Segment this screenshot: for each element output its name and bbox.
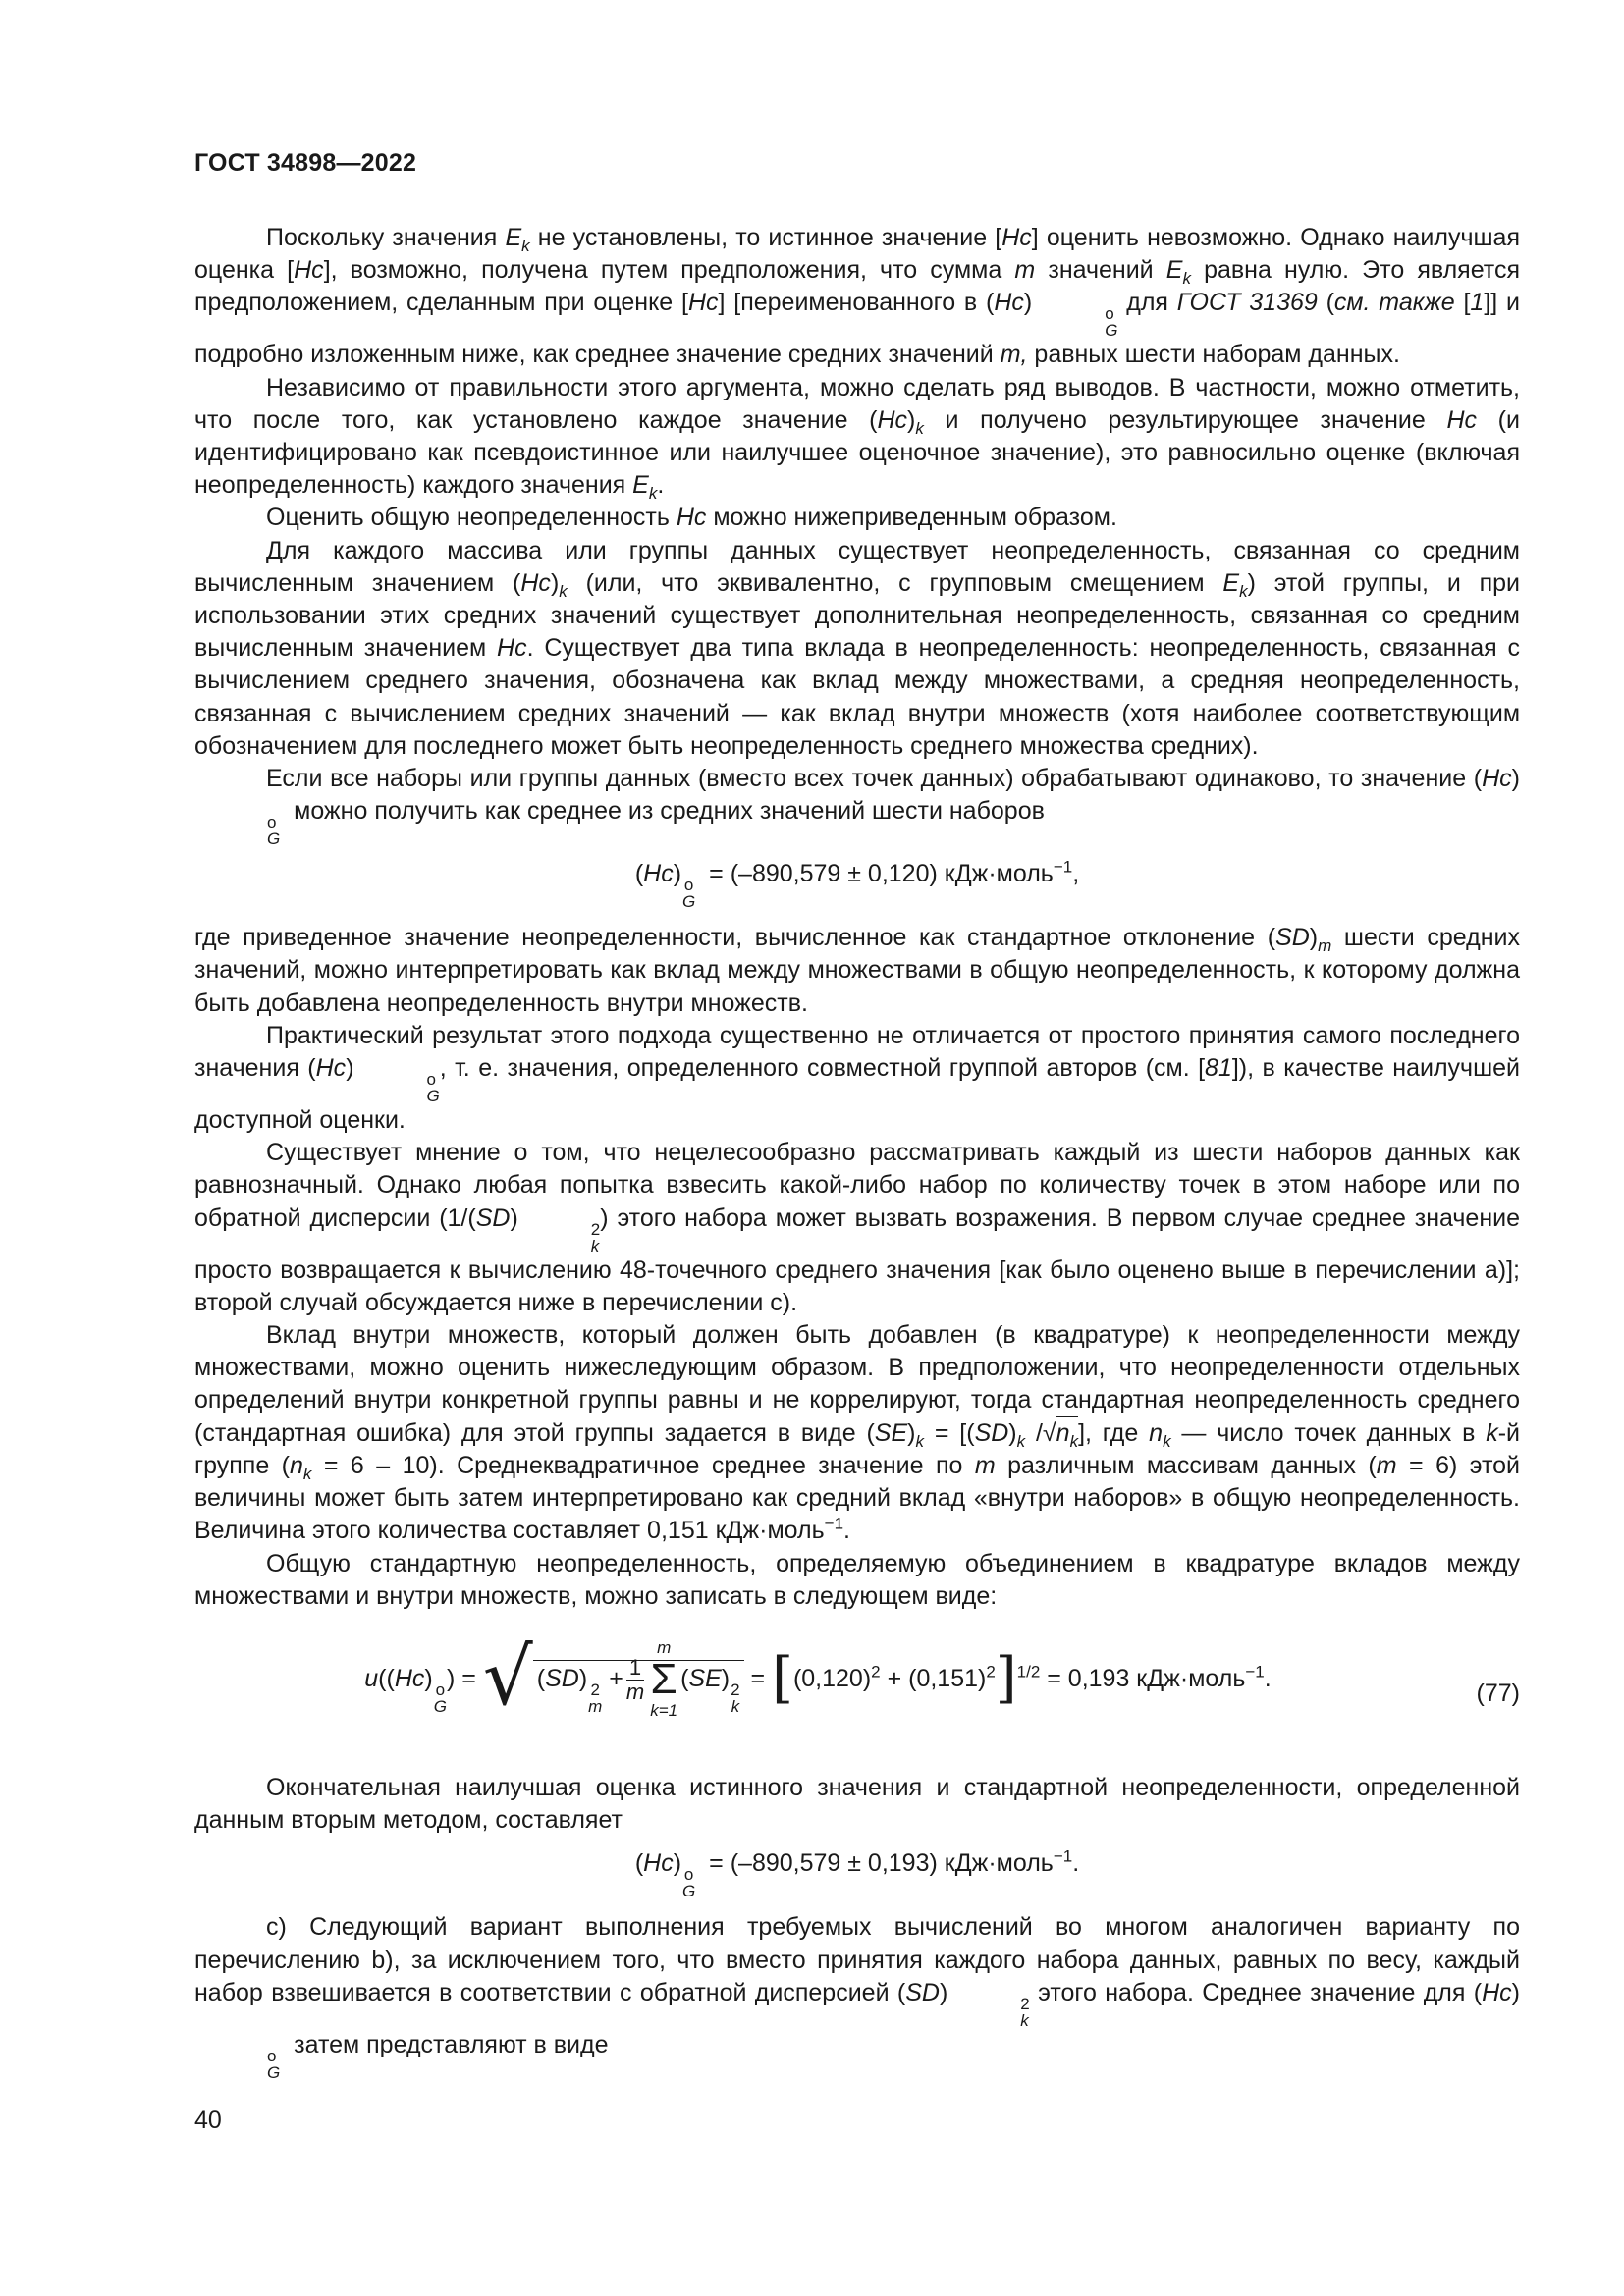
formula-3-value: = (–890,579 ± 0,193) кДж·моль [709, 1849, 1054, 1878]
paragraph-2: Независимо от правильности этого аргумента, можно сделать ряд выводов. В частности, можно отметить, что после того, как установлено каждое значение $(Hc)_k$ и получено результирующее значение Hc (и идентифицировано как псевдоистинное или наилучшее оценочное значение), это равносильно оценке (включая неопределенность) каждого значения $E_k$. [194, 373, 1520, 504]
formula-77-body: u((Hc) o G ) = √ (SD) 2 m + $\frac{1}{m}$ m Σ k=1 (SE) 2 k = $[(0,120)^2 + (0,151)^2]^{1/2} = 0,193$ кДж·моль$^{-1}$. [364, 1630, 1272, 1723]
paragraph-8: Существует мнение о том, что нецелесообразно рассматривать каждый из шести наборов данных как равнозначный. Однако любая попытка взвесить какой-либо набор по количеству точек в этом наборе или по обратной дисперсии (1/(SD) 2 k ) этого набора может вызвать возражения. В первом случае среднее значение просто возвращается к вычислению 48-точечного среднего значения [как было оценено выше в перечислении а)]; второй случай обсуждается ниже в перечислении с). [194, 1139, 1520, 1316]
formula-77-number: (77) [1476, 1679, 1520, 1707]
document-header: ГОСТ 34898—2022 [194, 149, 417, 177]
paragraph-11: Окончательная наилучшая оценка истинного значения и стандартной неопределенности, определенной данным вторым методом, составляет [194, 1773, 1520, 1835]
paragraph-6: где приведенное значение неопределенности, вычисленное как стандартное отклонение $(SD)_m$ шести средних значений, можно интерпретировать как вклад между множествами в общую неопределенность, к которому должна быть добавлена неопределенность внутри множеств. [194, 924, 1520, 1017]
paragraph-5: Если все наборы или группы данных (вместо всех точек данных) обрабатывают одинаково, то значение (Hc) o G можно получить как среднее из средних значений шести наборов [266, 765, 1520, 849]
paragraph-9: Вклад внутри множеств, который должен быть добавлен (в квадратуре) к неопределенности между множествами, можно оценить нижеследующим образом. В предположении, что неопределенности отдельных определений внутри конкретной группы равны и не коррелируют, тогда стандартная неопределенность среднего (стандартная ошибка) для этой группы задается в виде $(SE)_k = [(SD)_k$ $/√n_k$], где $n_k$ — число точек данных в k-й группе $(n_k = 6 - 10)$. Среднеквадратичное среднее значение по m различным массивам данных (m = 6) этой величины может быть затем интерпретировано как средний вклад «внутри наборов» в общую неопределенность. Величина этого количества составляет 0,151 кДж·моль$^{-1}$. [194, 1321, 1520, 1545]
formula-final-value: (Hc) o G = (–890,579 ± 0,193) кДж·моль$^{-1}$. [634, 1846, 1080, 1901]
page-number: 40 [194, 2107, 222, 2134]
formula-1-value: = (–890,579 ± 0,120) кДж·моль [709, 860, 1054, 888]
paragraph-3: Оценить общую неопределенность Hc можно нижеприведенным образом. [266, 504, 1117, 532]
paragraph-1: Поскольку значения $E_k$ не установлены, то истинное значение [Hc] оценить невозможно. Однако наилучшая оценка [Hc], возможно, получена путем предположения, что сумма m значений $E_k$ равна нулю. Это является предположением, сделанным при оценке [Hc] [переименованного в (Hc) o G для ГОСТ 31369 (см. также [1]] и подробно изложенным ниже, как среднее значение средних значений m, равных шести наборам данных. [194, 224, 1521, 369]
formula-mean-value: (Hc) o G = (–890,579 ± 0,120) кДж·моль$^{-1}$, [634, 857, 1080, 912]
formula-77-result: = 0,193 кДж·моль [1047, 1664, 1246, 1692]
formula-77 [194, 1630, 1520, 1746]
paragraph-12: с) Следующий вариант выполнения требуемых вычислений во многом аналогичен варианту по перечислению b), за исключением того, что вместо принятия каждого набора данных, равных по весу, каждый набор взвешивается в соответствии с обратной дисперсией (SD) 2 k этого набора. Среднее значение для (Hc) o G затем представляют в виде [194, 1913, 1520, 2082]
paragraph-7: Практический результат этого подхода существенно не отличается от простого принятия самого последнего значения (Hc) o G , т. е. значения, определенного совместной группой авторов (см. [81]), в качестве наилучшей доступной оценки. [194, 1021, 1521, 1135]
paragraph-10: Общую стандартную неопределенность, определяемую объединением в квадратуре вкладов между множествами и внутри множеств, можно записать в следующем виде: [194, 1549, 1520, 1610]
page-body [194, 222, 1520, 2081]
paragraph-4: Для каждого массива или группы данных существует неопределенность, связанная со средним вычисленным значением $(Hc)_k$ (или, что эквивалентно, с групповым смещением $E_k$) этой группы, и при использовании этих средних значений существует дополнительная неопределенность, связанная со средним вычисленным значением Hc. Существует два типа вклада в неопределенность: неопределенность, связанная с вычислением среднего значения, обозначена как вклад между множествами, а средняя неопределенность, связанная с вычислением средних значений — как вклад внутри множеств (хотя наиболее соответствующим обозначением для последнего может быть неопределенность среднего множества средних). [194, 536, 1520, 760]
